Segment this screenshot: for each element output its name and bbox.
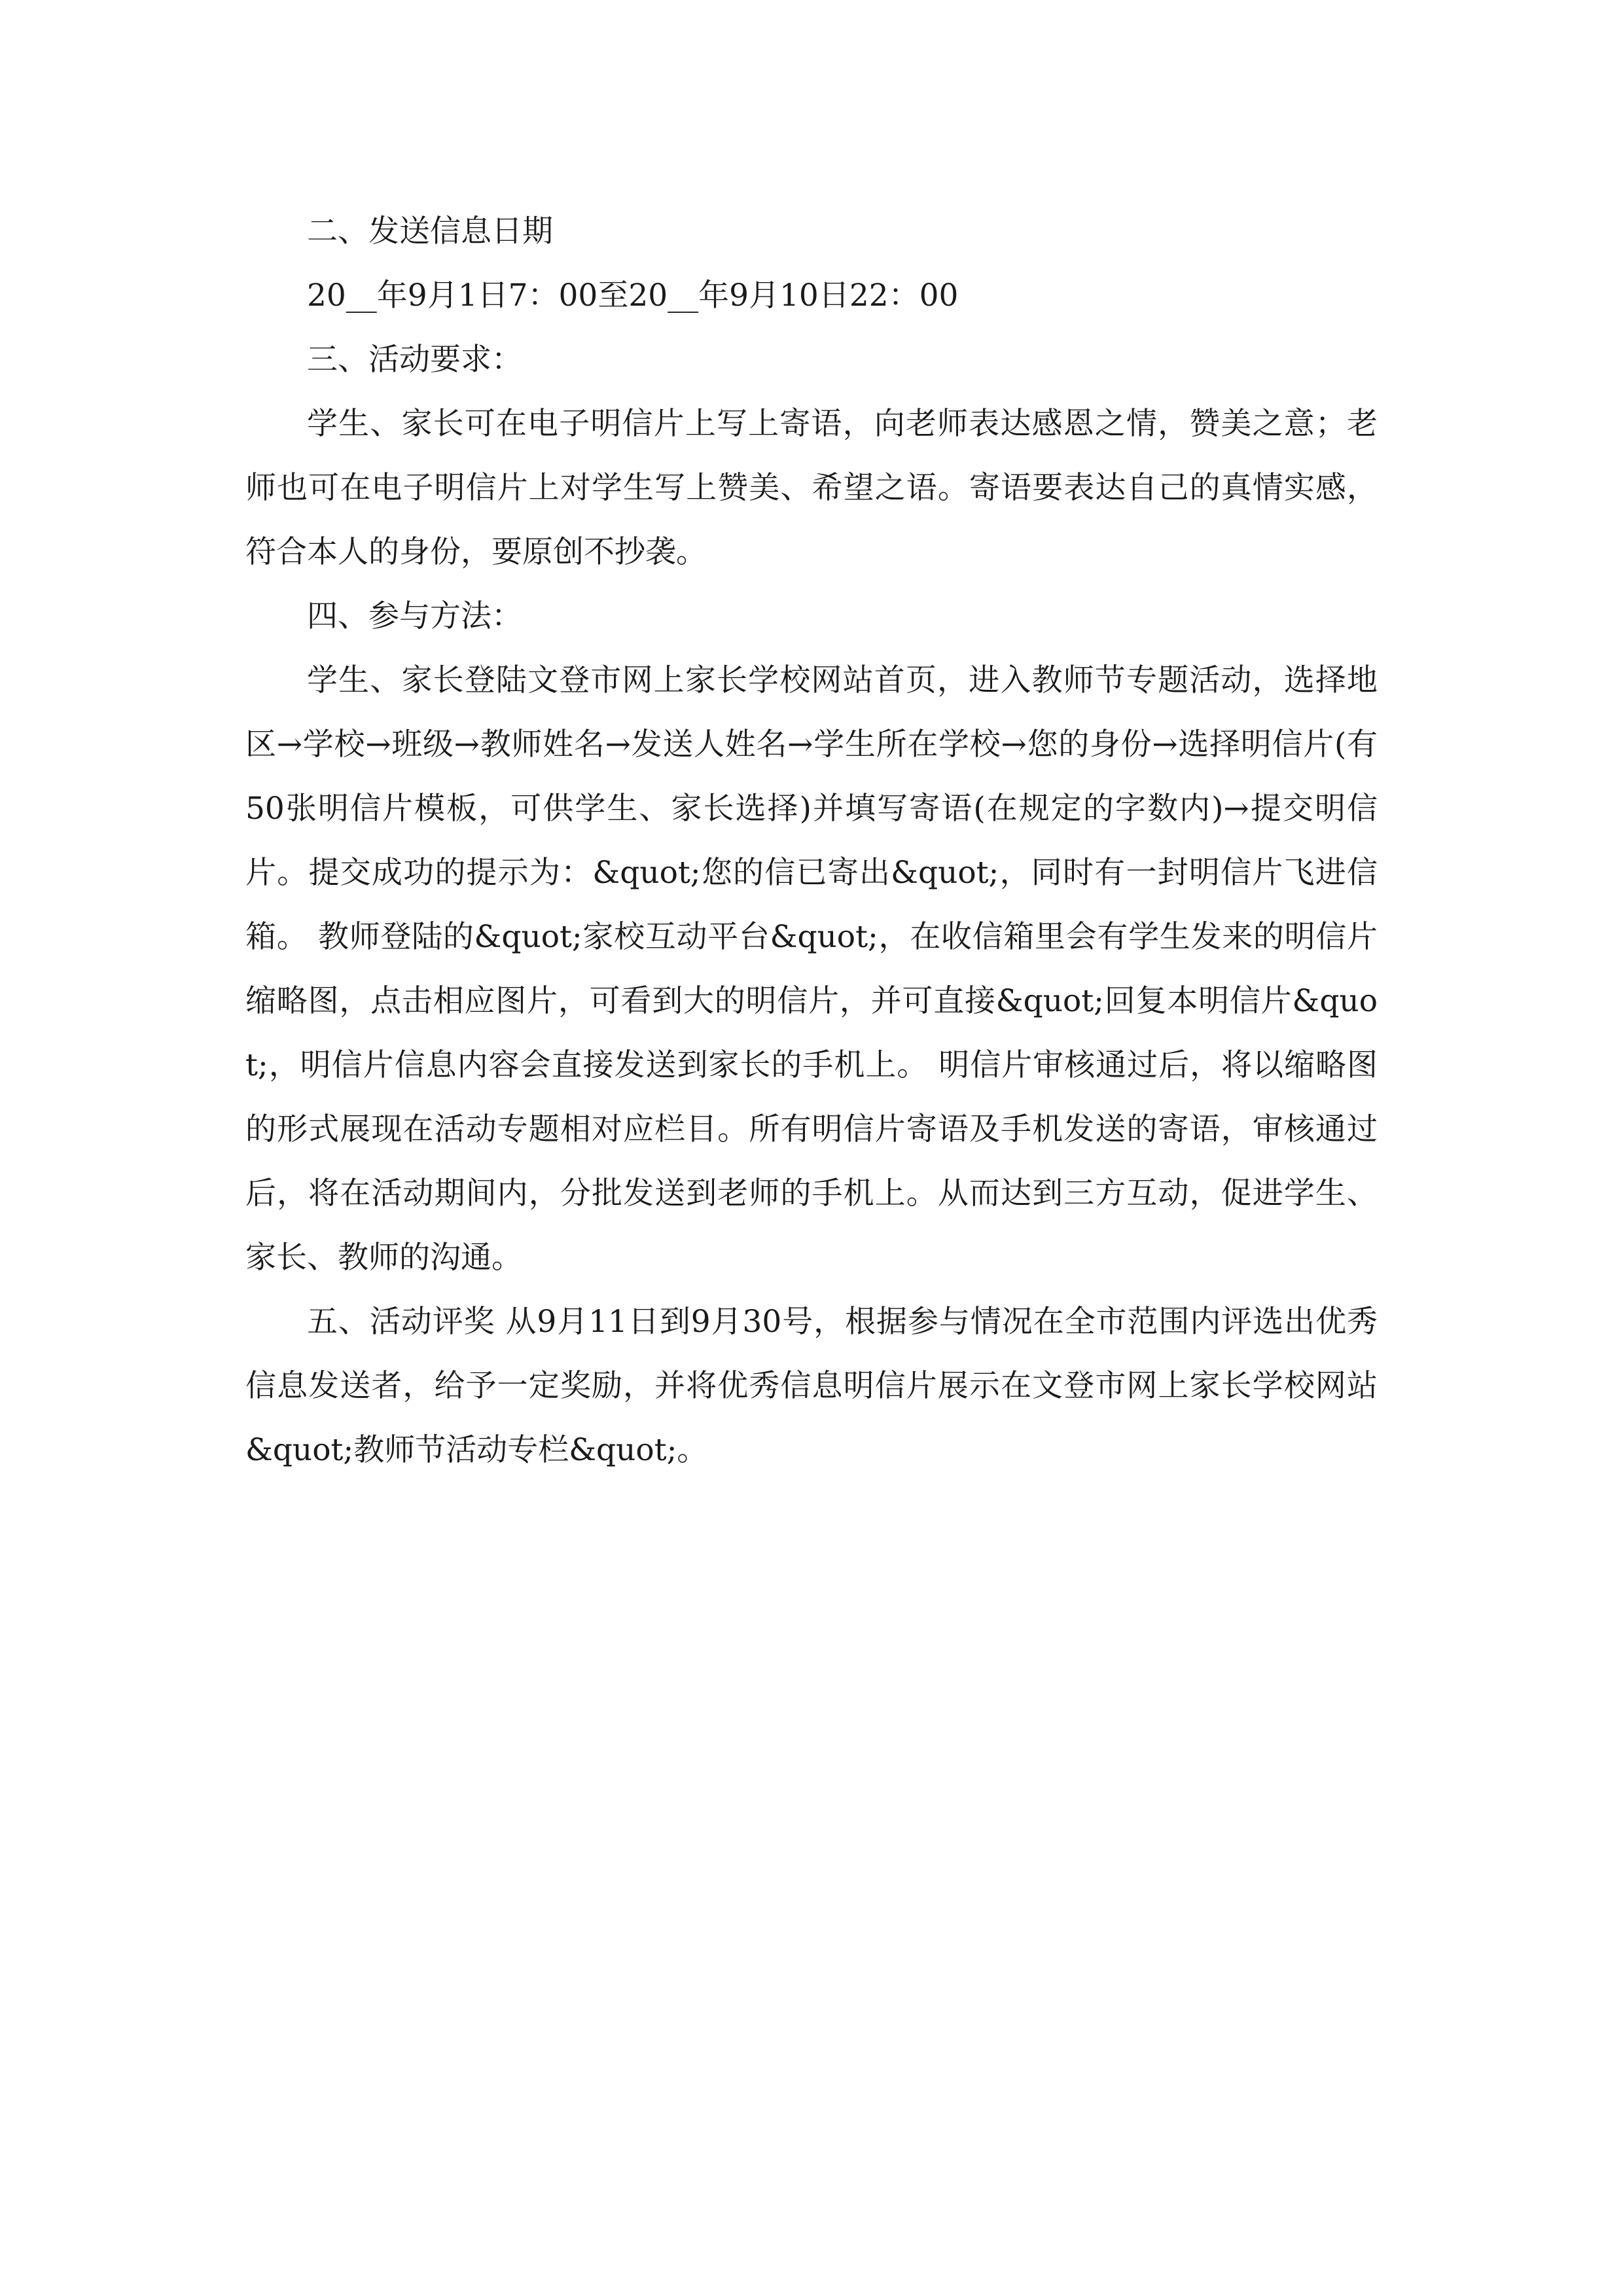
section-heading-date: 二、发送信息日期 [307, 213, 553, 249]
requirements-paragraph: 学生、家长可在电子明信片上写上寄语，向老师表达感恩之情，赞美之意；老师也可在电子明信片上对学生写上赞美、希望之语。寄语要表达自己的真情实感，符合本人的身份，要原创不抄袭。 [245, 406, 1378, 570]
section-heading-method: 四、参与方法： [307, 598, 522, 634]
section-heading-requirements: 三、活动要求： [307, 342, 522, 378]
awards-paragraph: 五、活动评奖 从9月11日到9月30号，根据参与情况在全市范围内评选出优秀信息发送者，给予一定奖励，并将优秀信息明信片展示在文登市网上家长学校网站&quot;教师节活动专栏&quot;。 [245, 1304, 1378, 1468]
date-range: 20__年9月1日7：00至20__年9月10日22：00 [307, 278, 959, 314]
method-paragraph: 学生、家长登陆文登市网上家长学校网站首页，进入教师节专题活动，选择地区→学校→班级→教师姓名→发送人姓名→学生所在学校→您的身份→选择明信片(有50张明信片模板，可供学生、家长选择)并填写寄语(在规定的字数内)→提交明信片。提交成功的提示为：&quot;您的信已寄出&quot;，同时有一封明信片飞进信箱。 教师登陆的&quot;家校互动平台&quot;，在收信箱里会有学生发来的明信片缩略图，点击相应图片，可看到大的明信片，并可直接&quot;回复本明信片&quot;，明信片信息内容会直接发送到家长的手机上。 明信片审核通过后，将以缩略图的形式展现在活动专题相对应栏目。所有明信片寄语及手机发送的寄语，审核通过后，将在活动期间内，分批发送到老师的手机上。从而达到三方互动，促进学生、家长、教师的沟通。 [245, 662, 1378, 1276]
document-body [245, 200, 1378, 1482]
